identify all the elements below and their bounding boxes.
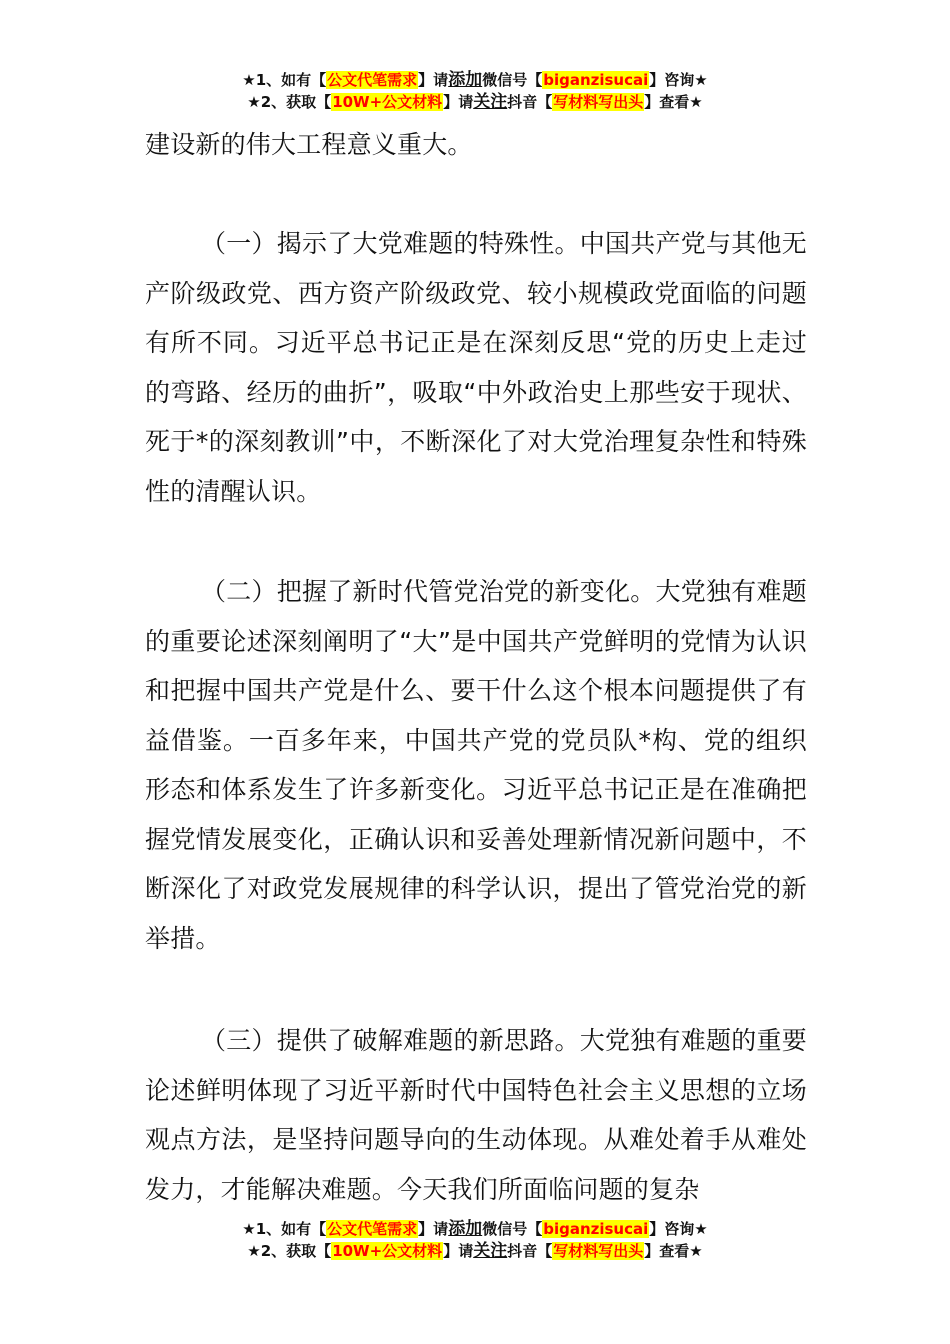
banner-underlined: 添加 [448,70,483,90]
banner-text: 微信号【 [482,71,543,89]
banner-text: 】请 [443,1242,474,1260]
banner-text: ★1、如有【 [242,1220,327,1238]
banner-text: 抖音【 [507,93,553,111]
banner-underlined: 添加 [448,1219,483,1239]
banner-text: 】请 [443,93,474,111]
banner-text: 微信号【 [482,1220,543,1238]
banner-highlight: biganzisucai [543,1220,649,1238]
banner-line-2 [0,91,950,113]
banner-text: 】请 [418,71,449,89]
banner-underlined: 关注 [473,92,508,112]
banner-text: 抖音【 [507,1242,553,1260]
banner-text: ★1、如有【 [242,71,327,89]
banner-text: 】查看★ [644,93,703,111]
banner-line-1 [0,69,950,91]
banner-highlight: 公文代笔需求 [327,1220,418,1238]
paragraph-3: （三）提供了破解难题的新思路。大党独有难题的重要论述鲜明体现了习近平新时代中国特色社会主义思想的立场观点方法，是坚持问题导向的生动体现。从难处着手从难处发力，才能解决难题。今天我们所面临问题的复杂 [145,1026,807,1204]
paragraph-1: （一）揭示了大党难题的特殊性。中国共产党与其他无产阶级政党、西方资产阶级政党、较小规模政党面临的问题有所不同。习近平总书记正是在深刻反思“党的历史上走过的弯路、经历的曲折”，吸取“中外政治史上那些安于现状、死于*的深刻教训”中，不断深化了对大党治理复杂性和特殊性的清醒认识。 [145,229,807,506]
banner-underlined: 关注 [473,1241,508,1261]
banner-highlight: biganzisucai [543,71,649,89]
banner-line-2 [0,1240,950,1262]
document-section-2 [145,567,807,963]
paragraph-continuation: 建设新的伟大工程意义重大。 [145,130,473,159]
banner-highlight: 10W+公文材料 [332,1242,443,1260]
banner-highlight: 写材料写出头 [553,1242,644,1260]
document-body-continuation [145,120,807,170]
header-banner [0,69,950,113]
paragraph-2: （二）把握了新时代管党治党的新变化。大党独有难题的重要论述深刻阐明了“大”是中国共产党鲜明的党情为认识和把握中国共产党是什么、要干什么这个根本问题提供了有益借鉴。一百多年来，中国共产党的党员队*构、党的组织形态和体系发生了许多新变化。习近平总书记正是在准确把握党情发展变化，正确认识和妥善处理新情况新问题中，不断深化了对政党发展规律的科学认识，提出了管党治党的新举措。 [145,577,807,953]
banner-highlight: 公文代笔需求 [327,71,418,89]
banner-text: 】请 [418,1220,449,1238]
banner-text: 】咨询★ [649,71,708,89]
banner-text: ★2、获取【 [247,93,332,111]
banner-text: 】查看★ [644,1242,703,1260]
banner-text: 】咨询★ [649,1220,708,1238]
document-section-3 [145,1016,807,1214]
banner-highlight: 写材料写出头 [553,93,644,111]
banner-line-1 [0,1218,950,1240]
banner-text: ★2、获取【 [247,1242,332,1260]
banner-highlight: 10W+公文材料 [332,93,443,111]
document-section-1 [145,219,807,516]
footer-banner [0,1218,950,1262]
